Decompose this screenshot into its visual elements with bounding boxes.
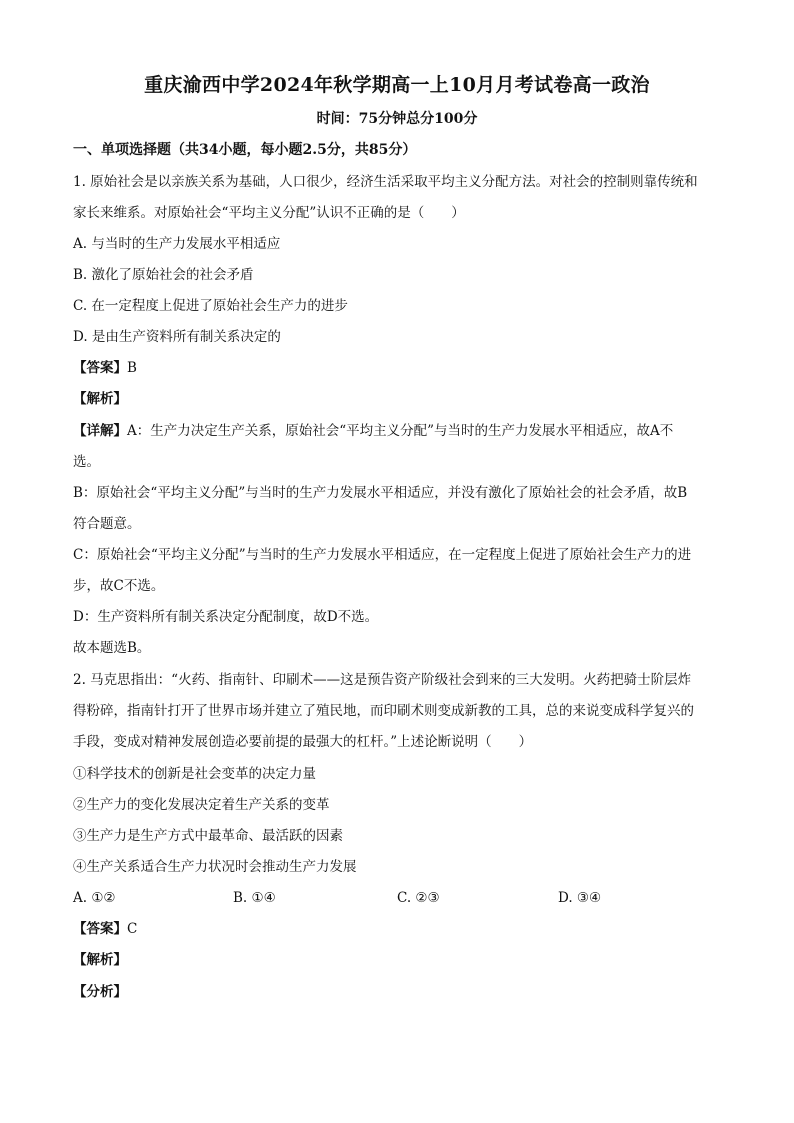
q2-statement-4: ④生产关系适合生产力状况时会推动生产力发展 — [73, 859, 357, 875]
q2-option-a: A. ①② — [73, 890, 116, 906]
q1-detail-line-5: C：原始社会“平均主义分配”与当时的生产力发展水平相适应，在一定程度上促进了原始社会生产力的进 — [73, 547, 692, 563]
q2-answer-value: C — [127, 921, 138, 937]
q1-detail-line-7: D：生产资料所有制关系决定分配制度，故D不选。 — [73, 609, 379, 625]
q2-fenxi-label: 【分析】 — [73, 984, 127, 1000]
q1-conclusion: 故本题选B。 — [73, 640, 151, 656]
q1-analysis-label: 【解析】 — [73, 391, 127, 407]
q1-answer-label: 【答案】 — [73, 360, 127, 376]
q2-option-d: D. ③④ — [558, 890, 602, 906]
q1-option-d: D. 是由生产资料所有制关系决定的 — [73, 329, 281, 345]
q2-stem-line-1: 2. 马克思指出：“火药、指南针、印刷术——这是预告资产阶级社会到来的三大发明。火药把骑士阶层炸 — [73, 672, 692, 688]
q1-stem-line-2: 家长来维系。对原始社会“平均主义分配”认识不正确的是（ ） — [73, 205, 465, 221]
q2-stem-line-3: 手段，变成对精神发展创造必要前提的最强大的杠杆。”上述论断说明（ ） — [73, 734, 533, 750]
q1-answer — [73, 358, 137, 378]
q1-detail-line-1 — [73, 421, 673, 441]
q1-option-c: C. 在一定程度上促进了原始社会生产力的进步 — [73, 298, 348, 314]
q2-option-c: C. ②③ — [397, 890, 440, 906]
q1-detail-line-2: 选。 — [73, 454, 100, 470]
q2-answer — [73, 919, 137, 939]
q2-analysis-label: 【解析】 — [73, 952, 127, 968]
q2-statement-1: ①科学技术的创新是社会变革的决定力量 — [73, 766, 316, 782]
exam-time-and-score: 时间：75分钟总分100分 — [316, 111, 478, 127]
q1-detail-label: 【详解】 — [73, 423, 127, 439]
q2-statement-2: ②生产力的变化发展决定着生产关系的变革 — [73, 797, 330, 813]
page-title: 重庆渝西中学2024年秋学期高一上10月月考试卷高一政治 — [144, 74, 650, 96]
q2-answer-label: 【答案】 — [73, 921, 127, 937]
q1-answer-value: B — [127, 360, 137, 376]
q1-detail-line-4: 符合题意。 — [73, 516, 141, 532]
q1-detail-line-3: B：原始社会“平均主义分配”与当时的生产力发展水平相适应，并没有激化了原始社会的社会矛盾，故B — [73, 485, 688, 501]
q1-option-b: B. 激化了原始社会的社会矛盾 — [73, 267, 254, 283]
q1-stem-line-1: 1. 原始社会是以亲族关系为基础，人口很少，经济生活采取平均主义分配方法。对社会的控制则靠传统和 — [73, 174, 698, 190]
q2-option-b: B. ①④ — [233, 890, 276, 906]
q1-detail-line-6: 步，故C不选。 — [73, 578, 165, 594]
q1-detail-text-1: A：生产力决定生产关系，原始社会“平均主义分配”与当时的生产力发展水平相适应，故A不 — [127, 423, 674, 439]
q2-statement-3: ③生产力是生产方式中最革命、最活跃的因素 — [73, 828, 343, 844]
q1-option-a: A. 与当时的生产力发展水平相适应 — [73, 236, 281, 252]
section-heading: 一、单项选择题（共34小题，每小题2.5分，共85分） — [73, 142, 417, 158]
q2-options-row — [73, 888, 733, 908]
q2-stem-line-2: 得粉碎，指南针打开了世界市场并建立了殖民地，而印刷术则变成新教的工具，总的来说变成科学复兴的 — [73, 703, 694, 719]
